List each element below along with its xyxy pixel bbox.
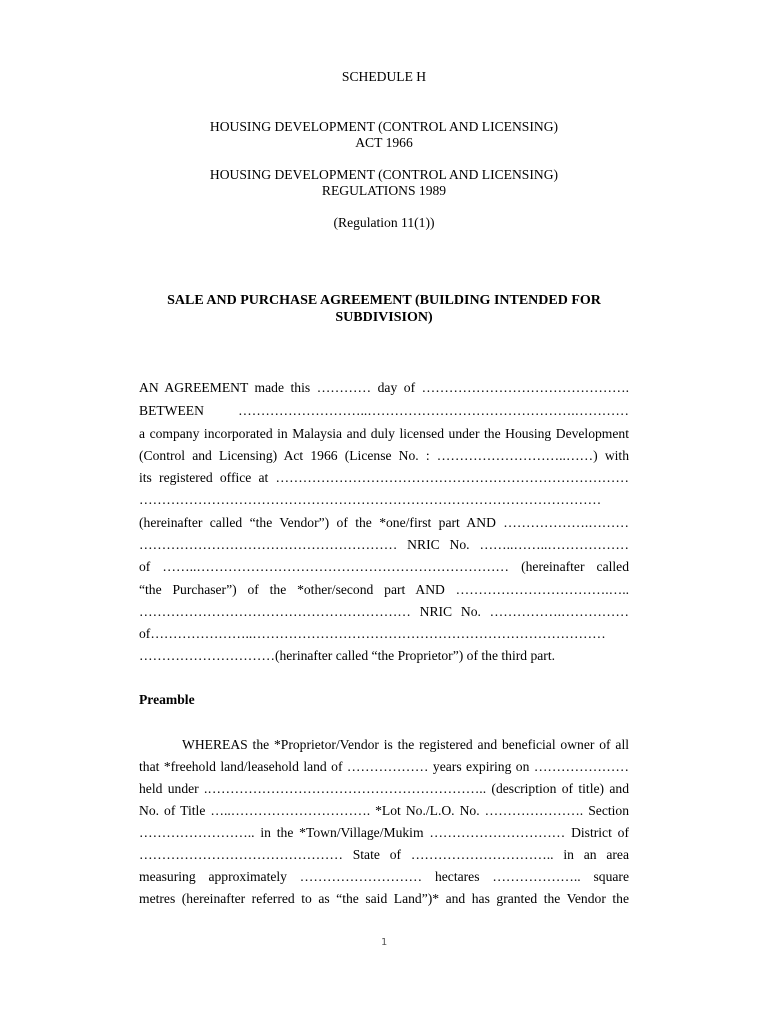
act-title-line2: ACT 1966 [355, 135, 413, 150]
preamble-line: …………………….. in the *Town/Village/Mukim ………………………… District of [139, 825, 629, 840]
agreement-title-line1: SALE AND PURCHASE AGREEMENT (BUILDING INTENDED FOR [167, 293, 601, 308]
agreement-line: its registered office at …………………………………………………………………… [139, 470, 629, 485]
agreement-line: ………………………………………………… NRIC No. ……..……..……………… [139, 537, 629, 552]
preamble-line: metres (hereinafter referred to as “the said Land”)* and has granted the Vendor the [139, 891, 629, 906]
agreement-line: BETWEEN ………………………..……………………………………….………… [139, 403, 629, 418]
agreement-line: (Control and Licensing) Act 1966 (License No. : ………………………..……) with [139, 448, 629, 463]
agreement-line: “the Purchaser”) of the *other/second part AND …………………………….….. [139, 582, 629, 597]
regulations-title-line2: REGULATIONS 1989 [321, 183, 447, 198]
agreement-line: of…………………..…………………………………………………………………… [139, 626, 606, 641]
agreement-line: (hereinafter called “the Vendor”) of the *one/first part AND ……………….……… [139, 515, 629, 530]
preamble-line: WHEREAS the *Proprietor/Vendor is the registered and beneficial owner of all [182, 737, 629, 752]
agreement-line: …………………………………………………… NRIC No. …………….…………… [139, 604, 629, 619]
schedule-label: SCHEDULE H [341, 69, 427, 84]
agreement-line: ………………………………………………………………………………………… [139, 492, 602, 507]
agreement-title-line2: SUBDIVISION) [335, 310, 433, 325]
page-number: 1 [380, 937, 388, 948]
preamble-line: that *freehold land/leasehold land of ……………… years expiring on ………………… [139, 759, 629, 774]
regulation-reference: (Regulation 11(1)) [333, 215, 435, 230]
preamble-heading: Preamble [139, 692, 195, 707]
agreement-line: AN AGREEMENT made this ………… day of ………………………………………. [139, 380, 629, 395]
regulations-title-line1: HOUSING DEVELOPMENT (CONTROL AND LICENSING) [209, 167, 559, 182]
preamble-line: ……………………………………… State of ………………………….. in an area [139, 847, 629, 862]
agreement-line: a company incorporated in Malaysia and duly licensed under the Housing Development [139, 426, 629, 441]
agreement-line: …………………………(herinafter called “the Proprietor”) of the third part. [139, 648, 555, 663]
preamble-line: held under .…………………………………………………….. (description of title) and [139, 781, 629, 796]
agreement-line: of ……..…………………………………………………………… (hereinafter called [139, 559, 629, 574]
preamble-line: measuring approximately ……………………… hectares ……………….. square [139, 869, 629, 884]
preamble-line: No. of Title …..…………………………. *Lot No./L.O. No. …………………. Section [139, 803, 629, 818]
act-title-line1: HOUSING DEVELOPMENT (CONTROL AND LICENSING) [209, 119, 559, 134]
